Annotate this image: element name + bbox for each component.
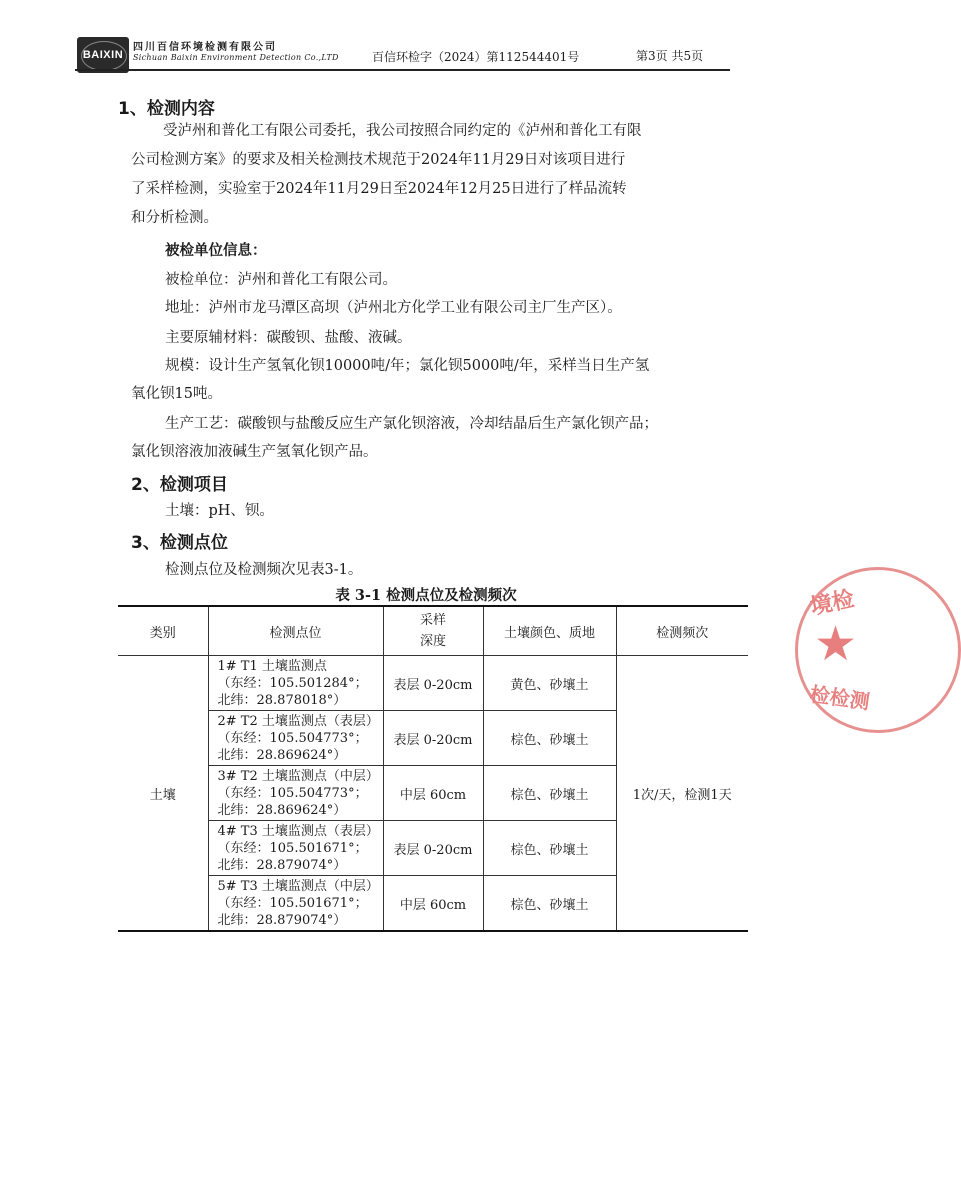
logo-ring-icon bbox=[81, 41, 127, 71]
point-cell bbox=[208, 821, 383, 876]
point-latitude: 北纬：28.869624°） bbox=[217, 802, 347, 818]
section3-text: 检测点位及检测频次见表3-1。 bbox=[165, 562, 363, 578]
depth-cell: 表层 0-20cm bbox=[383, 821, 483, 876]
point-cell bbox=[208, 766, 383, 821]
table-header-row bbox=[118, 606, 748, 656]
table-caption: 表 3-1 检测点位及检测频次 bbox=[335, 587, 517, 604]
point-longitude: （东经：105.501284°； bbox=[217, 675, 368, 691]
seal-top-text: 境检 bbox=[808, 585, 857, 621]
point-name: 4# T3 土壤监测点（表层） bbox=[217, 823, 379, 839]
section1-para-line4: 和分析检测。 bbox=[131, 210, 218, 226]
section1-para-line2: 公司检测方案》的要求及相关检测技术规范于2024年11月29日对该项目进行 bbox=[131, 152, 626, 168]
page-number: 第3页 共5页 bbox=[636, 49, 704, 63]
header-soil-color: 土壤颜色、质地 bbox=[483, 606, 616, 656]
point-longitude: （东经：105.504773°； bbox=[217, 730, 368, 746]
point-name: 5# T3 土壤监测点（中层） bbox=[217, 878, 379, 894]
monitoring-table bbox=[118, 605, 748, 932]
company-name-cn: 四川百信环境检测有限公司 bbox=[133, 42, 277, 53]
depth-cell: 中层 60cm bbox=[383, 766, 483, 821]
section1-title: 1、检测内容 bbox=[118, 99, 215, 119]
scale-line1: 规模：设计生产氢氧化钡10000吨/年；氯化钡5000吨/年，采样当日生产氢 bbox=[165, 358, 650, 374]
point-cell bbox=[208, 711, 383, 766]
process-line2: 氯化钡溶液加液碱生产氢氧化钡产品。 bbox=[131, 444, 378, 460]
point-longitude: （东经：105.501671°； bbox=[217, 895, 368, 911]
section2-text: 土壤：pH、钡。 bbox=[165, 503, 274, 519]
section1-para-line1: 受泸州和普化工有限公司委托，我公司按照合同约定的《泸州和普化工有限 bbox=[163, 123, 642, 139]
point-longitude: （东经：105.504773°； bbox=[217, 785, 368, 801]
header-depth: 采样 深度 bbox=[383, 606, 483, 656]
depth-cell: 中层 60cm bbox=[383, 876, 483, 932]
company-seal bbox=[795, 567, 961, 733]
point-name: 2# T2 土壤监测点（表层） bbox=[217, 713, 379, 729]
info-heading: 被检单位信息： bbox=[165, 242, 267, 259]
header-frequency: 检测频次 bbox=[616, 606, 748, 656]
section2-title: 2、检测项目 bbox=[131, 475, 228, 495]
materials: 主要原辅材料：碳酸钡、盐酸、液碱。 bbox=[165, 330, 412, 346]
point-name: 1# T1 土壤监测点 bbox=[217, 658, 327, 674]
section3-title: 3、检测点位 bbox=[131, 533, 228, 553]
scale-line2: 氧化钡15吨。 bbox=[131, 386, 222, 402]
soil-cell: 棕色、砂壤土 bbox=[483, 711, 616, 766]
soil-cell: 棕色、砂壤土 bbox=[483, 821, 616, 876]
point-latitude: 北纬：28.878018°） bbox=[217, 692, 347, 708]
category-cell: 土壤 bbox=[118, 656, 208, 932]
company-name-en: Sichuan Baixin Environment Detection Co.,LTD bbox=[133, 53, 339, 62]
seal-star-icon: ★ bbox=[814, 616, 858, 672]
document-number: 百信环检字（2024）第112544401号 bbox=[372, 50, 580, 64]
address: 地址：泸州市龙马潭区高坝（泸州北方化学工业有限公司主厂生产区）。 bbox=[165, 300, 622, 316]
point-cell bbox=[208, 656, 383, 711]
seal-bottom-text: 检检测 bbox=[808, 681, 872, 715]
depth-cell: 表层 0-20cm bbox=[383, 656, 483, 711]
header-divider bbox=[75, 69, 730, 71]
point-latitude: 北纬：28.879074°） bbox=[217, 857, 347, 873]
header-category: 类别 bbox=[118, 606, 208, 656]
point-longitude: （东经：105.501671°； bbox=[217, 840, 368, 856]
soil-cell: 黄色、砂壤土 bbox=[483, 656, 616, 711]
inspected-unit: 被检单位：泸州和普化工有限公司。 bbox=[165, 272, 397, 288]
logo-text: BAIXIN bbox=[82, 49, 124, 61]
company-logo bbox=[77, 37, 129, 73]
section1-para-line3: 了采样检测，实验室于2024年11月29日至2024年12月25日进行了样品流转 bbox=[131, 181, 627, 197]
table-row bbox=[118, 656, 748, 711]
frequency-cell: 1次/天，检测1天 bbox=[616, 656, 748, 932]
point-cell bbox=[208, 876, 383, 932]
header-point: 检测点位 bbox=[208, 606, 383, 656]
process-line1: 生产工艺：碳酸钡与盐酸反应生产氯化钡溶液，冷却结晶后生产氯化钡产品； bbox=[165, 416, 658, 432]
soil-cell: 棕色、砂壤土 bbox=[483, 766, 616, 821]
soil-cell: 棕色、砂壤土 bbox=[483, 876, 616, 932]
depth-cell: 表层 0-20cm bbox=[383, 711, 483, 766]
point-latitude: 北纬：28.879074°） bbox=[217, 912, 347, 928]
point-name: 3# T2 土壤监测点（中层） bbox=[217, 768, 379, 784]
point-latitude: 北纬：28.869624°） bbox=[217, 747, 347, 763]
